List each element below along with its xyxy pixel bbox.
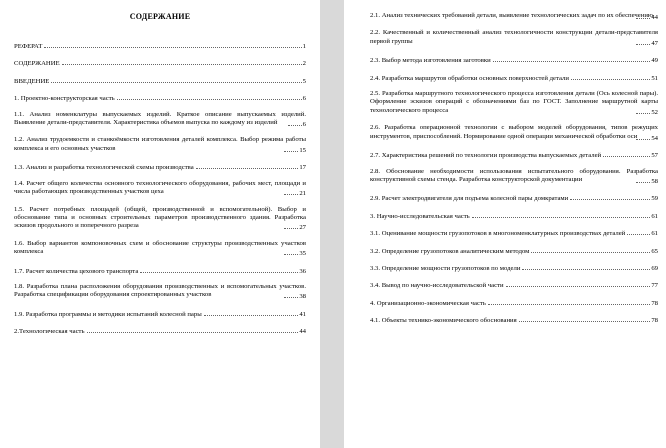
toc-entry-text: 1.1. Анализ номенклатуры выпускаемых изделий. Краткое описание выпускаемых изделий. Выявление детали-представителя. Характеристика объемов выпуска по каждому из изделий [14,110,306,127]
toc-entry-text: 3.2. Определение грузопотоков аналитическим методом [370,247,530,255]
toc-entry-text: 4. Организационно-экономическая часть [370,299,486,307]
toc-page-number: 51 [651,74,658,82]
toc-page-number: 52 [651,108,658,116]
toc-entry-text: 1.8. Разработка плана расположения оборудования производственных и вспомогательных участков. Разработка спецификации оборудования спроектированных участков [14,282,306,299]
toc-page-number: 47 [651,39,658,47]
toc-entry[interactable] [370,90,658,117]
dot-leader [636,12,650,19]
dot-leader [284,291,298,298]
toc-entry[interactable] [370,29,658,48]
toc-entry-text: РЕФЕРАТ [14,43,43,50]
dot-leader [204,309,299,316]
toc-page-number: 6 [302,95,306,103]
toc-page-number: 41 [299,310,306,318]
toc-page-number: 5 [302,77,306,85]
dot-leader [44,41,301,48]
dot-leader [284,222,298,229]
dot-leader [571,73,650,80]
dot-leader [636,38,650,45]
toc-entry-text: 2.8. Обоснование необходимости использования испытательного оборудования. Разработка конструктивной схемы стенда. Разработка конструкторской документации [370,167,658,183]
toc-entry[interactable] [370,168,658,187]
toc-entry[interactable] [14,111,306,130]
toc-entry[interactable] [14,283,306,302]
toc-page-number: 36 [299,267,306,275]
toc-entry[interactable] [14,206,306,233]
toc-entry[interactable] [370,211,658,221]
toc-entry-text: 4.1. Объекты технико-экономического обоснования [370,317,517,325]
toc-page-number: 57 [651,152,658,160]
toc-entry-text: 2.7. Характеристика решений по технологии производства выпускаемых деталей [370,152,602,160]
toc-page-number: 78 [651,299,658,307]
toc-page-number: 1 [302,43,306,50]
toc-list-right [370,12,658,326]
dot-leader [627,228,650,235]
toc-entry[interactable] [370,228,658,238]
toc-entry-text: ВВЕДЕНИЕ [14,77,50,85]
toc-page-number: 2 [302,60,306,68]
toc-entry[interactable] [370,263,658,273]
dot-leader [62,58,302,65]
toc-entry[interactable] [14,136,306,155]
toc-entry[interactable] [14,309,306,319]
toc-entry[interactable] [370,12,658,22]
toc-entry-text: 3.3. Определение мощности грузопотоков по модели [370,264,521,272]
dot-leader [493,55,651,62]
toc-entry-text: 3.1. Оценивание мощности грузопотоков в многономенклатурных производствах деталей [370,230,626,238]
toc-entry[interactable] [370,124,658,143]
toc-entry-text: 1.6. Выбор вариантов компоновочных схем и обоснование структуры производственных участков комплекса [14,239,306,256]
toc-list-left [14,41,306,337]
toc-entry[interactable] [14,76,306,86]
toc-entry[interactable] [14,162,306,172]
toc-entry-text: 2.6. Разработка операционной технологии с выбором моделей оборудования, типов режущих инструментов, приспособлений. Нормирование одной операции механической обработки оси [370,124,658,140]
dot-leader [522,263,650,270]
toc-page-number: 58 [651,177,658,185]
toc-page-number: 49 [651,57,658,65]
toc-entry[interactable] [14,58,306,68]
toc-page-number: 77 [651,282,658,290]
toc-page-number: 44 [299,328,306,336]
dot-leader [636,176,650,183]
toc-entry-text: 2.5. Разработка маршрутного технологического процесса изготовления детали (Ось колесной пары). Оформление эскизов операций с обозначениями баз по ГОСТ. Заполнение маршрутной карты технологического процесса [370,90,658,114]
toc-entry[interactable] [14,240,306,259]
toc-page-number: 65 [651,247,658,255]
toc-entry[interactable] [14,180,306,199]
toc-entry-text: 1. Проектно-конструкторская часть [14,95,115,103]
toc-page-number: 69 [651,264,658,272]
toc-entry-text: 2.9. Расчет электродвигателя для подъема колесной пары домкратами [370,195,569,203]
toc-page-left [0,0,320,448]
toc-page-number: 38 [299,293,306,301]
toc-entry-text: 2.4. Разработка маршрутов обработки основных поверхностей детали [370,74,569,82]
toc-entry-text: 3.4. Вывод по научно-исследовательской части [370,282,504,290]
toc-entry-text: 2.3. Выбор метода изготовления заготовки [370,57,491,65]
toc-entry[interactable] [370,315,658,325]
page-title: СОДЕРЖАНИЕ [129,12,191,21]
toc-entry[interactable] [370,280,658,290]
toc-entry-text: 1.2. Анализ трудоемкости и станкоёмкости изготовления деталей комплекса. Выбор режима работы комплекса и его основных участков [14,136,306,152]
toc-page-number: 61 [651,212,658,220]
toc-entry[interactable] [14,266,306,276]
toc-entry-text: 1.3. Анализ и разработка технологической схемы производства [14,164,194,172]
toc-page-number: 21 [299,190,306,198]
dot-leader [117,93,302,100]
toc-page-number: 35 [299,250,306,258]
dot-leader [87,326,299,333]
toc-entry[interactable] [14,326,306,336]
dot-leader [284,145,298,152]
toc-page-number: 44 [651,14,658,22]
dot-leader [570,193,650,200]
toc-entry[interactable] [370,298,658,308]
toc-entry-text: 1.5. Расчет потребных площадей (общей, производственной и вспомогательной). Выбор и обоснование типа и основных строительных параметров производственного здания. Разработка эскизов продольного и поперечного разреза [14,205,306,230]
toc-entry[interactable] [370,246,658,256]
toc-entry[interactable] [370,193,658,203]
dot-leader [196,162,299,169]
toc-entry-text: 1.7. Расчет количества цехового транспорта [14,267,139,275]
toc-entry-text: 1.4. Расчет общего количества основного технологического оборудования, рабочих мест, площади и числа работающих производственных участков цеха [14,179,306,196]
toc-entry-text: 2.2. Качественный и количественный анализ технологичности конструкции детали-представителя первой группы [370,29,658,45]
dot-leader [519,315,651,322]
toc-entry-text: 2.1. Анализ технических требований детали, выявление технологических задач по их обеспечению [370,12,653,19]
toc-entry[interactable] [14,93,306,103]
dot-leader [603,150,650,157]
toc-entry[interactable] [370,73,658,83]
dot-leader [284,248,298,255]
dot-leader [472,211,651,218]
dot-leader [531,246,650,253]
dot-leader [636,133,650,140]
toc-entry[interactable] [14,41,306,51]
toc-page-right [344,0,666,448]
toc-page-number: 78 [651,317,658,325]
toc-page-number: 54 [651,134,658,142]
toc-entry-text: СОДЕРЖАНИЕ [14,60,60,68]
dot-leader [506,280,651,287]
toc-page-number: 61 [651,230,658,238]
dot-leader [488,298,650,305]
dot-leader [288,119,302,126]
toc-page-number: 6 [302,121,306,129]
toc-page-number: 15 [299,146,306,154]
toc-page-number: 17 [299,164,306,172]
dot-leader [636,107,650,114]
dot-leader [140,266,298,273]
toc-entry-text: 1.9. Разработка программы и методики испытаний колесной пары [14,310,202,318]
toc-entry[interactable] [370,150,658,160]
toc-page-number: 27 [299,224,306,232]
toc-entry[interactable] [370,55,658,65]
toc-entry-text: 3. Научно-исследовательская часть [370,212,470,220]
dot-leader [284,188,298,195]
dot-leader [51,76,301,83]
toc-page-number: 59 [651,195,658,203]
toc-entry-text: 2.Технологическая часть [14,328,85,336]
